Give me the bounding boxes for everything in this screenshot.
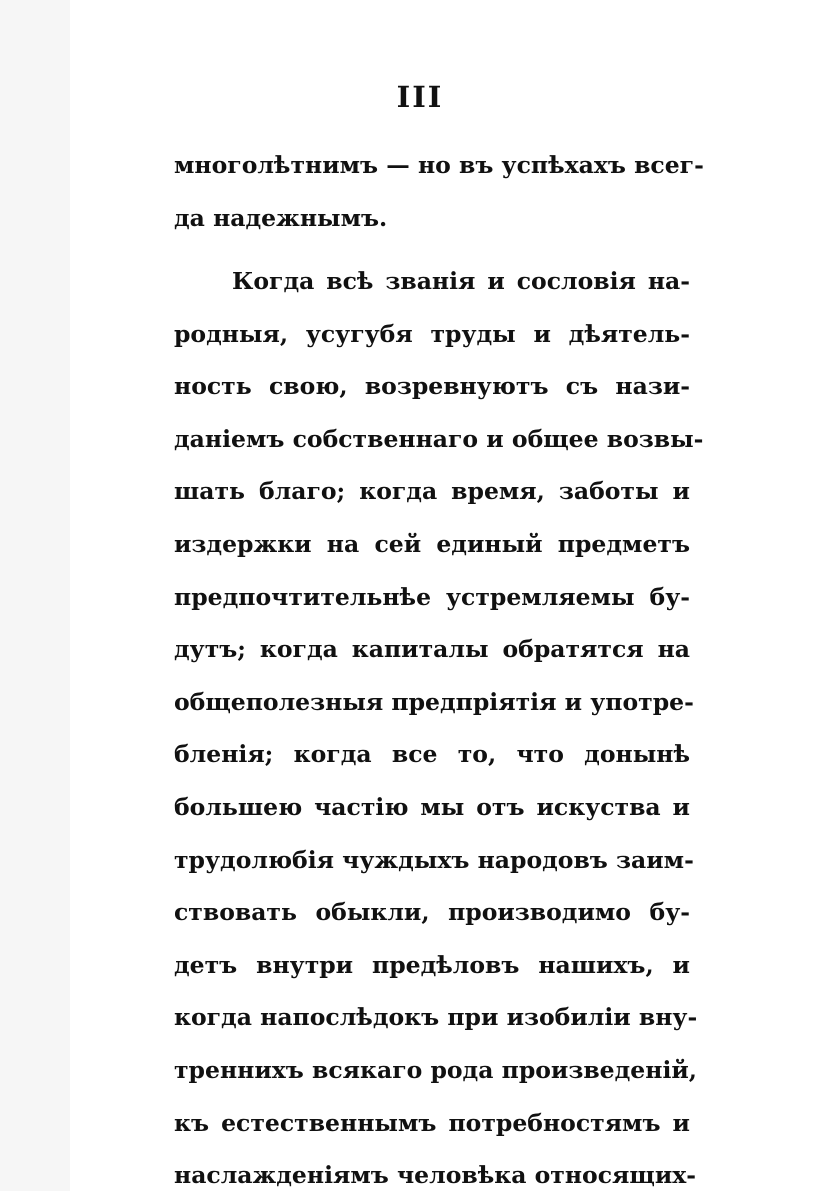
paragraph bbox=[174, 255, 704, 1191]
text-line: родныя, усугубя труды и дѣятель- bbox=[174, 319, 690, 348]
text-line: трудолюбія чуждыхъ народовъ заим- bbox=[174, 845, 694, 874]
text-line: дутъ; когда капиталы обратятся на bbox=[174, 635, 690, 664]
continuation-text bbox=[174, 139, 704, 244]
text-line: шать благо; когда время, заботы и bbox=[174, 477, 690, 506]
text-line: издержки на сей единый предметъ bbox=[174, 529, 690, 558]
text-line: бленія; когда все то, что донынѣ bbox=[174, 740, 690, 769]
text-line: Когда всѣ званія и сословія на- bbox=[232, 267, 690, 295]
text-line: къ естественнымъ потребностямъ и bbox=[174, 1108, 690, 1137]
text-line: даніемъ собственнаго и общее возвы- bbox=[174, 424, 704, 453]
text-line: наслажденіямъ человѣка относящих- bbox=[174, 1161, 697, 1190]
text-line: большею частію мы отъ искуства и bbox=[174, 792, 690, 821]
page-margin-shade bbox=[0, 0, 70, 1191]
text-line: детъ внутри предѣловъ нашихъ, и bbox=[174, 950, 690, 979]
text-line: ствовать обыкли, производимо бу- bbox=[174, 898, 690, 927]
text-line: предпочтительнѣе устремляемы бу- bbox=[174, 582, 690, 611]
text-line: когда напослѣдокъ при изобиліи вну- bbox=[174, 1003, 698, 1032]
text-line: ность свою, возревнуютъ съ нази- bbox=[174, 372, 690, 401]
text-line: многолѣтнимъ — но въ успѣхахъ всег- bbox=[174, 151, 704, 179]
text-line: да надежнымъ. bbox=[174, 203, 388, 232]
text-line: треннихъ всякаго рода произведеній, bbox=[174, 1055, 697, 1084]
text-line: общеполезныя предпріятія и употре- bbox=[174, 687, 694, 716]
page-number: III bbox=[396, 80, 444, 114]
